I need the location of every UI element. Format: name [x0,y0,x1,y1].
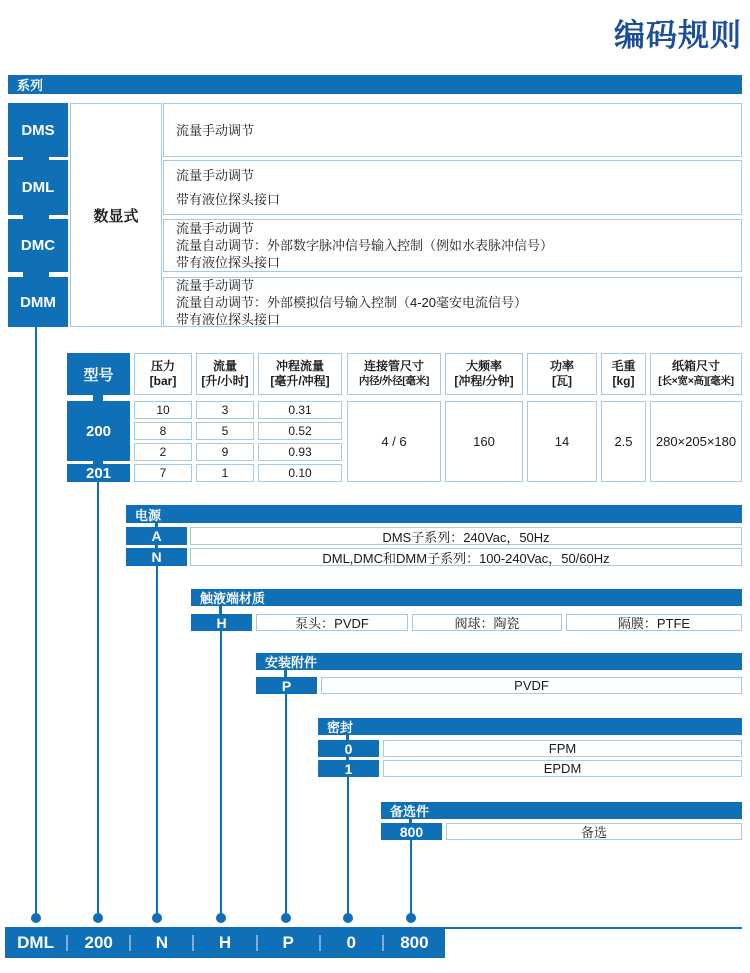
options-desc: 备选 [446,823,742,840]
series-desc-dmm [163,277,742,327]
col-header-carton-size [650,353,742,395]
series-section-header: 系列 [8,75,742,94]
wetted-diaphragm: 隔膜：PTFE [566,614,742,631]
connector-dot [152,913,162,923]
cell-pressure: 8 [134,422,192,440]
code-segment-material: H [218,932,232,952]
model-code-201: 201 [67,464,130,482]
wetted-code-h: H [191,614,252,631]
cell-pressure: 2 [134,443,192,461]
header-line: 压力 [150,359,175,373]
col-header-power [527,353,597,395]
table-model-header: 型号 [67,353,130,395]
desc-line: 带有液位探头接口 [176,191,281,207]
cell-stroke: 0.31 [258,401,342,419]
cell-pressure: 10 [134,401,192,419]
cell-pipe-size: 4 / 6 [347,401,441,482]
col-header-max-frequency [445,353,523,395]
connector-dot [93,913,103,923]
desc-line: 流量自动调节：外部模拟信号输入控制（4-20毫安电流信号） [176,294,528,310]
seal-section-header: 密封 [318,718,742,735]
seal-code-1: 1 [318,760,379,777]
seal-code-0: 0 [318,740,379,757]
header-line: 毛重 [611,359,636,373]
header-line: 内径/外径[毫米] [358,375,430,387]
header-line: [冲程/分钟] [454,374,514,388]
col-header-pipe-size [347,353,441,395]
header-line: [长×宽×高][毫米] [658,375,734,387]
seal-desc-fpm: FPM [383,740,742,757]
section-connector [284,670,287,677]
col-header-pressure [134,353,192,395]
model-code-bar [5,927,445,958]
mounting-code-p: P [256,677,317,694]
desc-line: 流量手动调节 [176,221,255,236]
cell-gross-weight: 2.5 [601,401,646,482]
cell-flow: 5 [196,422,254,440]
options-section-header: 备选件 [381,802,742,819]
desc-line: 流量手动调节 [176,277,255,293]
header-line: [毫升/冲程] [270,374,330,388]
cell-stroke: 0.52 [258,422,342,440]
desc-line: 流量自动调节：外部数字脉冲信号输入控制（例如水表脉冲信号） [176,238,554,253]
header-line: [瓦] [552,374,572,388]
series-connector [23,157,49,160]
model-code-200: 200 [67,401,130,461]
col-header-stroke-volume [258,353,342,395]
connector-dot [343,913,353,923]
cell-pressure: 7 [134,464,192,482]
wetted-pump-head: 泵头：PVDF [256,614,408,631]
page-title: 编码规则 [614,18,742,53]
header-line: 大频率 [465,359,502,373]
header-line: 流量 [212,359,237,373]
series-desc-dmc [163,219,742,272]
code-segment-seal: 0 [346,932,356,952]
connector-dot [406,913,416,923]
series-group-label: 数显式 [70,103,162,327]
connector-line [97,482,99,918]
cell-flow: 3 [196,401,254,419]
cell-max-frequency: 160 [445,401,523,482]
power-code-n: N [126,548,187,566]
wetted-material-section-header: 触液端材质 [191,589,742,606]
series-code-dmm: DMM [8,277,68,327]
header-line: [bar] [149,374,177,388]
power-desc-n: DML,DMC和DMM子系列：100-240Vac，50/60Hz [190,548,742,566]
header-line: 冲程流量 [275,359,324,373]
options-code-800: 800 [381,823,442,840]
connector-dot [216,913,226,923]
header-line: [kg] [612,374,635,388]
connector-line [35,327,37,918]
code-segment-series: DML [17,932,54,952]
header-line: 连接管尺寸 [363,359,424,373]
connector-line [156,566,158,918]
wetted-valve-ball: 阀球：陶瓷 [412,614,562,631]
desc-line: 流量手动调节 [176,122,255,138]
col-header-flow [196,353,254,395]
connector-line [347,777,349,918]
header-line: 功率 [549,359,574,373]
cell-power: 14 [527,401,597,482]
power-section-header: 电源 [126,505,742,523]
series-desc-dms [163,103,742,157]
desc-line: 带有液位探头接口 [176,255,281,270]
code-segment-option: 800 [400,932,429,952]
cell-carton-size: 280×205×180 [650,401,742,482]
header-line: 纸箱尺寸 [671,359,720,373]
connector-dot [281,913,291,923]
code-segment-power: N [155,932,168,952]
series-connector [23,215,49,219]
power-code-a: A [126,527,187,545]
col-header-gross-weight [601,353,646,395]
desc-line: 带有液位探头接口 [176,311,281,327]
connector-line [285,694,287,918]
series-code-dmc: DMC [8,219,68,272]
cell-stroke: 0.10 [258,464,342,482]
series-connector [23,272,49,277]
series-desc-dml [163,160,742,215]
section-connector [219,606,222,614]
code-segment-model: 200 [84,932,113,952]
cell-flow: 9 [196,443,254,461]
desc-line: 流量手动调节 [176,167,255,183]
connector-line [220,631,222,918]
mounting-section-header: 安装附件 [256,653,742,670]
connector-dot [31,913,41,923]
mounting-desc: PVDF [321,677,742,694]
connector-line [410,840,412,918]
header-line: [升/小时] [201,374,249,388]
cell-flow: 1 [196,464,254,482]
power-desc-a: DMS子系列：240Vac，50Hz [190,527,742,545]
series-code-dms: DMS [8,103,68,157]
seal-desc-epdm: EPDM [383,760,742,777]
code-segment-mounting: P [282,932,294,952]
series-code-dml: DML [8,160,68,215]
cell-stroke: 0.93 [258,443,342,461]
